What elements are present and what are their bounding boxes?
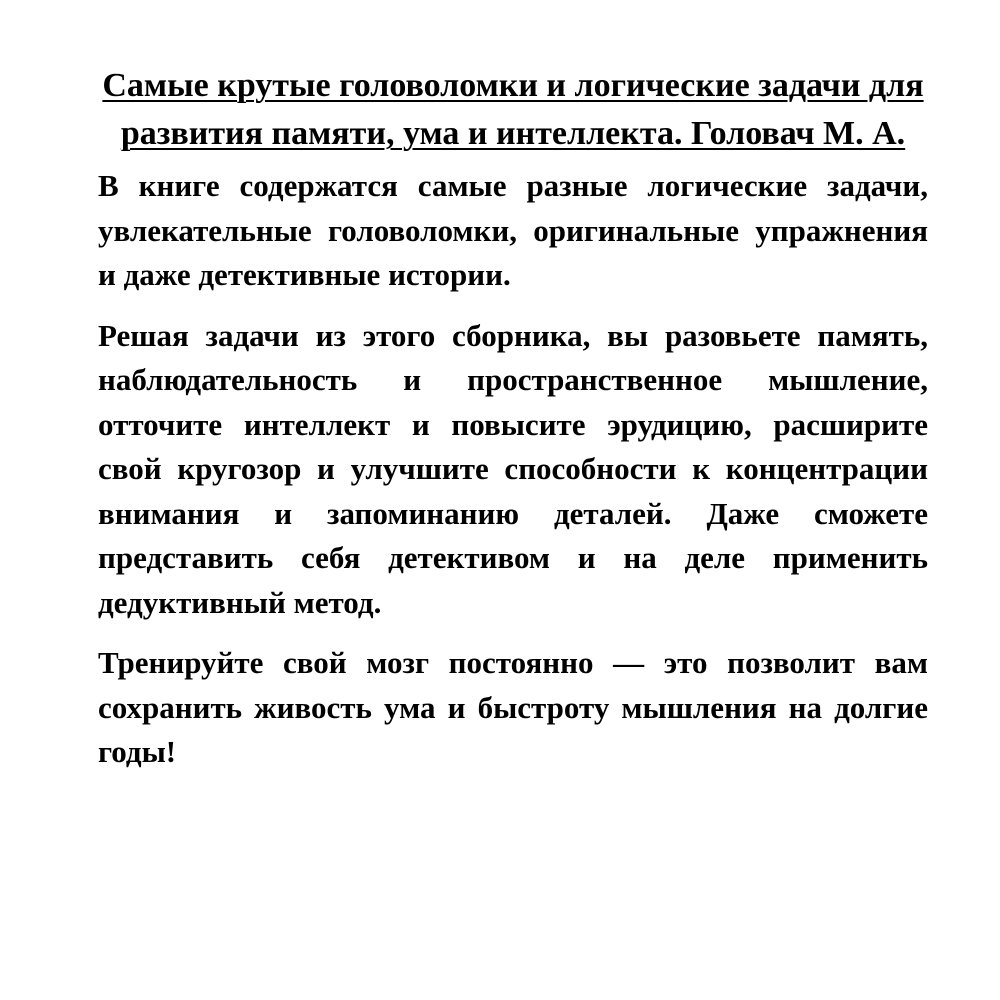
paragraph-description: В книге содержатся самые разные логические задачи, увлекательные головоломки, оригинальные упражнения и даже детективные истории.: [98, 168, 928, 292]
book-title-text: Самые крутые головоломки и логические задачи для развития памяти, ума и интеллекта. Головач М. А.: [102, 67, 924, 152]
paragraph-benefits: Решая задачи из этого сборника, вы разовьете память, наблюдательность и пространственное мышление, отточите интеллект и повысите эрудицию, расширите свой кругозор и улучшите способности к концентрации внимания и запоминанию деталей. Даже сможете представить себя детективом и на деле применить дедуктивный метод.: [98, 317, 928, 620]
book-title: [98, 62, 928, 158]
paragraph-call-to-action: Тренируйте свой мозг постоянно — это позволит вам сохранить живость ума и быстроту мышления на долгие годы!: [98, 645, 928, 769]
document-page: [98, 62, 928, 791]
